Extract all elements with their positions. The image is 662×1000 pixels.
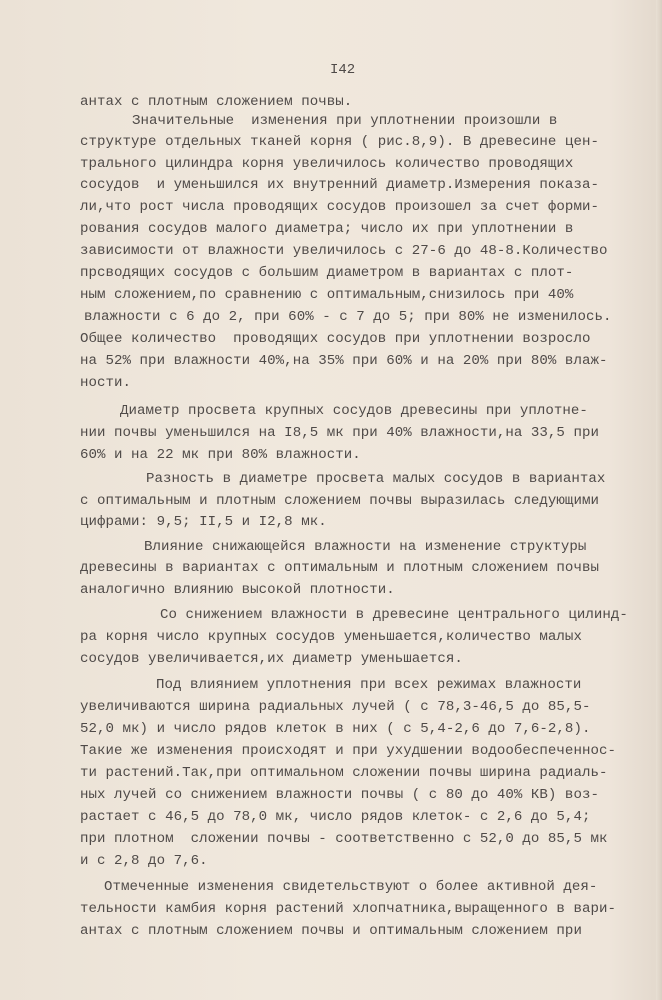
text-line: антах с плотным сложением почвы и оптимальным сложением при xyxy=(80,923,582,939)
paragraph-start: Со снижением влажности в древесине центрального цилинд- xyxy=(160,607,628,623)
paragraph-start: Диаметр просвета крупных сосудов древесины при уплотне- xyxy=(120,403,588,419)
text-line: при плотном сложении почвы - соответственно с 52,0 до 85,5 мк xyxy=(80,831,608,847)
text-line: растает с 46,5 до 78,0 мк, число рядов клеток- с 2,6 до 5,4; xyxy=(80,809,591,825)
text-line: цифрами: 9,5; II,5 и I2,8 мк. xyxy=(80,514,327,530)
text-line: древесины в вариантах с оптимальным и плотным сложением почвы xyxy=(80,560,599,576)
text-line: сосудов и уменьшился их внутренний диаметр.Измерения показа- xyxy=(80,177,599,193)
text-line: ных лучей со снижением влажности почвы ( с 80 до 40% КВ) воз- xyxy=(80,787,599,803)
paragraph-start: Влияние снижающейся влажности на изменение структуры xyxy=(144,539,587,555)
text-line: ным сложением,по сравнению с оптимальным,снизилось при 40% xyxy=(80,287,574,303)
text-line: Такие же изменения происходят и при ухудшении водообеспеченнос- xyxy=(80,743,616,759)
page-edge-shadow xyxy=(656,0,662,1000)
paragraph-start: Отмеченные изменения свидетельствуют о более активной дея- xyxy=(104,879,598,895)
text-line: антах с плотным сложением почвы. xyxy=(80,94,353,110)
text-line: зависимости от влажности увеличилось с 27-6 до 48-8.Количество xyxy=(80,243,608,259)
text-line: сосудов увеличивается,их диаметр уменьшается. xyxy=(80,651,463,667)
text-line: ти растений.Так,при оптимальном сложении почвы ширина радиаль- xyxy=(80,765,608,781)
text-line: рования сосудов малого диаметра; число их при уплотнении в xyxy=(80,221,574,237)
text-line: влажности с 6 до 2, при 60% - с 7 до 5; при 80% не изменилось. xyxy=(84,309,612,325)
text-line: ности. xyxy=(80,375,132,391)
text-line: трального цилиндра корня увеличилось количество проводящих xyxy=(80,156,574,172)
text-line: 60% и на 22 мк при 80% влажности. xyxy=(80,447,361,463)
text-line: структуре отдельных тканей корня ( рис.8,9). В древесине цен- xyxy=(80,134,599,150)
text-line: тельности камбия корня растений хлопчатника,выращенного в вари- xyxy=(80,901,616,917)
text-line: ра корня число крупных сосудов уменьшается,количество малых xyxy=(80,629,582,645)
paragraph-start: Значительные изменения при уплотнении произошли в xyxy=(132,113,558,129)
paragraph-start: Под влиянием уплотнения при всех режимах влажности xyxy=(156,677,582,693)
text-line: прсводящих сосудов с большим диаметром в вариантах с плот- xyxy=(80,265,574,281)
text-line: нии почвы уменьшился на I8,5 мк при 40% влажности,на 33,5 при xyxy=(80,425,599,441)
text-line: аналогично влиянию высокой плотности. xyxy=(80,582,395,598)
text-line: увеличиваются ширина радиальных лучей ( с 78,3-46,5 до 85,5- xyxy=(80,699,591,715)
text-line: и с 2,8 до 7,6. xyxy=(80,853,208,869)
paragraph-start: Разность в диаметре просвета малых сосудов в вариантах xyxy=(146,471,606,487)
text-line: 52,0 мк) и число рядов клеток в них ( с 5,4-2,6 до 7,6-2,8). xyxy=(80,721,591,737)
text-line: с оптимальным и плотным сложением почвы выразилась следующими xyxy=(80,493,599,509)
text-line: ли,что рост числа проводящих сосудов произошел за счет форми- xyxy=(80,199,599,215)
text-line: на 52% при влажности 40%,на 35% при 60% и на 20% при 80% влаж- xyxy=(80,353,608,369)
page-number: I42 xyxy=(330,62,356,78)
text-line: Общее количество проводящих сосудов при уплотнении возросло xyxy=(80,331,591,347)
